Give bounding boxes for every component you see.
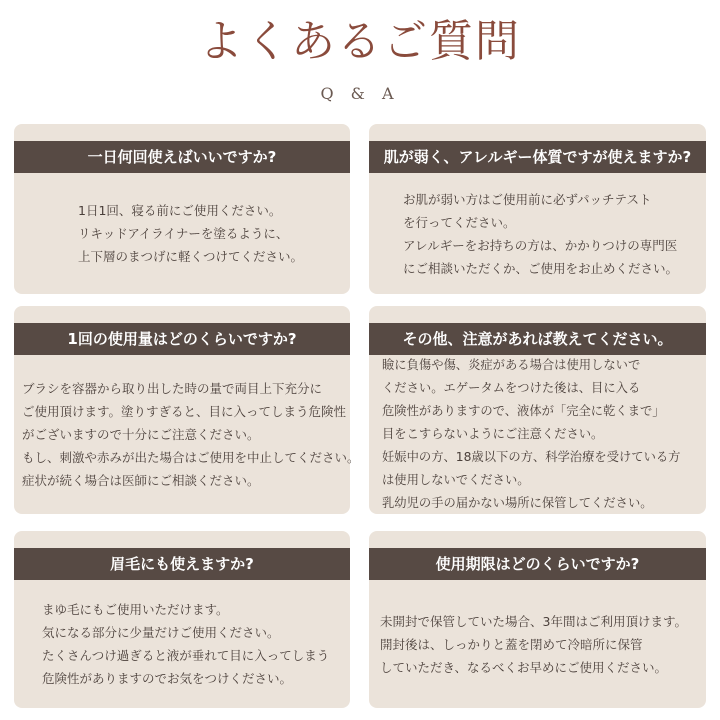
faq-card	[369, 306, 706, 514]
faq-answer-line: 乳幼児の手の届かない場所に保管してください。	[382, 496, 653, 510]
faq-answer-line: もし、刺激や赤みが出た場合はご使用を中止してください。	[22, 450, 360, 465]
faq-answer-line: していただき、なるべくお早めにご使用ください。	[380, 659, 668, 675]
faq-answer-line: 症状が続く場合は医師にご相談ください。	[22, 473, 260, 488]
faq-answer-line: 危険性がありますのでお気をつけください。	[42, 671, 293, 686]
faq-answer-line: お肌が弱い方はご使用前に必ずパッチテスト	[403, 191, 652, 207]
faq-answer	[369, 580, 706, 708]
faq-answer-line: リキッドアイライナーを塗るように、	[78, 226, 289, 241]
faq-question: 肌が弱く、アレルギー体質ですが使えますか?	[369, 141, 706, 173]
faq-question: その他、注意があれば教えてください。	[369, 323, 706, 355]
faq-question: 一日何回使えばいいですか?	[14, 141, 350, 173]
faq-question: 眉毛にも使えますか?	[14, 548, 350, 580]
faq-answer-line: 1日1回、寝る前にご使用ください。	[78, 203, 282, 218]
faq-answer-line: がございますので十分にご注意ください。	[22, 427, 260, 442]
faq-answer-line: を行ってください。	[403, 214, 516, 230]
faq-answer-line: 上下層のまつげに軽くつけてください。	[78, 249, 304, 264]
faq-answer	[369, 173, 706, 294]
faq-card	[369, 124, 706, 294]
faq-answer	[14, 355, 360, 514]
faq-answer-line: は使用しないでください。	[382, 473, 530, 487]
faq-question: 使用期限はどのくらいですか?	[369, 548, 706, 580]
faq-answer-line: まゆ毛にもご使用いただけます。	[42, 602, 229, 617]
faq-answer-line: 開封後は、しっかりと蓋を閉めて冷暗所に保管	[380, 636, 643, 652]
faq-answer-line: 危険性がありますので、液体が「完全に乾くまで」	[382, 404, 665, 418]
faq-answer-line: ください。エゲータムをつけた後は、目に入る	[382, 381, 641, 395]
faq-answer	[369, 355, 706, 514]
faq-answer	[14, 173, 350, 294]
faq-answer-line: 気になる部分に少量だけご使用ください。	[42, 625, 280, 640]
faq-answer-line: 瞼に負傷や傷、炎症がある場合は使用しないで	[382, 358, 641, 372]
faq-answer-line: ブラシを容器から取り出した時の量で両目上下充分に	[22, 381, 323, 396]
faq-answer-line: 妊娠中の方、18歳以下の方、科学治療を受けている方	[382, 450, 681, 464]
faq-question: 1回の使用量はどのくらいですか?	[14, 323, 350, 355]
faq-card	[369, 531, 706, 708]
faq-card	[14, 306, 360, 514]
page-subtitle: Q & A	[320, 84, 400, 103]
faq-answer-line: ご使用頂けます。塗りすぎると、目に入ってしまう危険性	[22, 404, 347, 419]
faq-answer	[14, 580, 350, 708]
faq-answer-line: アレルギーをお持ちの方は、かかりつけの専門医	[403, 237, 678, 253]
faq-answer-line: にご相談いただくか、ご使用をお止めください。	[403, 260, 679, 276]
faq-answer-line: たくさんつけ過ぎると液が垂れて目に入ってしまう	[42, 648, 330, 663]
faq-answer-line: 目をこすらないようにご注意ください。	[382, 427, 604, 441]
faq-answer-line: 未開封で保管していた場合、3年間はご利用頂けます。	[380, 613, 687, 629]
page-title: よくあるご質問	[199, 16, 521, 67]
faq-card	[14, 531, 350, 708]
faq-card	[14, 124, 350, 294]
